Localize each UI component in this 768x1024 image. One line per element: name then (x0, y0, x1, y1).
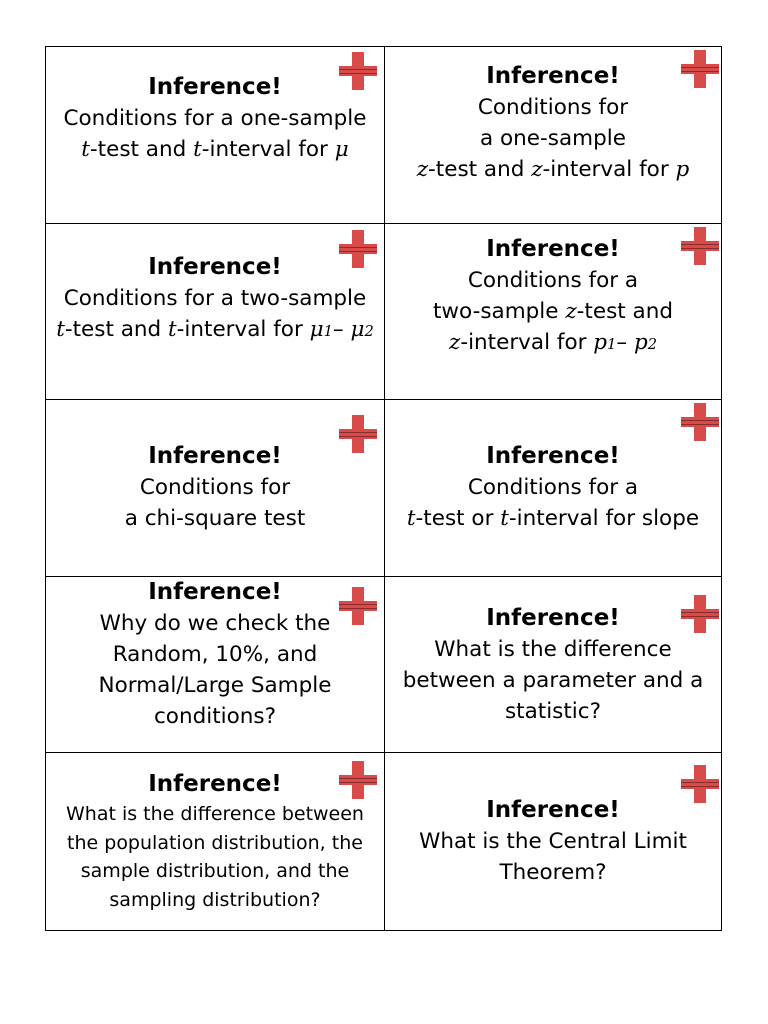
prompt-text: -test and (576, 299, 673, 325)
prompt-text: Conditions for a (467, 475, 639, 501)
flashcard-prompt-line (417, 123, 690, 154)
flashcard-prompt-line (66, 857, 364, 886)
flashcard-title: Inference! (486, 443, 620, 470)
red-cross-icon (681, 227, 719, 265)
flashcard-prompt-line (99, 670, 332, 701)
flashcard-prompt-line (66, 886, 364, 915)
prompt-text: Conditions for (477, 94, 629, 120)
prompt-text: -interval for (201, 137, 335, 163)
flashcard-prompt-line (56, 314, 374, 347)
flashcard-title: Inference! (486, 62, 620, 89)
prompt-text: Theorem? (499, 860, 607, 886)
prompt-text: -interval for (542, 156, 676, 182)
prompt-text: – (616, 330, 634, 356)
flashcard (46, 577, 385, 754)
flashcard-content (407, 441, 699, 534)
prompt-text: conditions? (153, 704, 276, 730)
flashcard-prompt-line (99, 639, 332, 670)
flashcard-prompt-line (125, 472, 306, 503)
prompt-text: sampling distribution? (109, 888, 321, 911)
flashcard-prompt-line (66, 800, 364, 829)
prompt-text: Random, 10%, and (112, 642, 318, 668)
math-symbol: t (81, 137, 90, 163)
flashcard-prompt-line (433, 265, 673, 296)
math-symbol: z (416, 156, 429, 182)
flashcard-title: Inference! (148, 253, 282, 280)
prompt-text: -interval for (460, 330, 594, 356)
prompt-text: a one-sample (480, 125, 626, 151)
prompt-text: Conditions for (139, 475, 291, 501)
prompt-text: sample distribution, and the (80, 860, 350, 883)
flashcard (385, 577, 721, 754)
flashcard-sheet (45, 46, 722, 931)
red-cross-icon (681, 50, 719, 88)
flashcard-prompt-line (403, 665, 704, 696)
math-symbol: t (168, 316, 177, 342)
flashcard-prompt-line (407, 472, 699, 503)
flashcard-title: Inference! (486, 797, 620, 824)
flashcard (46, 400, 385, 577)
flashcard-content (66, 769, 364, 914)
flashcard-prompt-line (64, 134, 367, 165)
flashcard-title: Inference! (486, 236, 620, 263)
math-symbol: t (193, 137, 202, 163)
red-cross-icon (681, 765, 719, 803)
math-subscript: 2 (647, 336, 657, 354)
flashcard-content (403, 603, 704, 727)
red-cross-icon (339, 230, 377, 268)
prompt-text: -test and (89, 137, 194, 163)
prompt-text: Why do we check the (99, 611, 331, 637)
math-symbol: μ (350, 316, 365, 342)
math-symbol: t (500, 506, 509, 532)
red-cross-icon (339, 415, 377, 453)
red-cross-icon (339, 52, 377, 90)
flashcard-title: Inference! (148, 74, 282, 101)
prompt-text: Conditions for a one-sample (63, 106, 367, 132)
flashcard-prompt-line (403, 696, 704, 727)
prompt-text: What is the difference (434, 636, 672, 662)
flashcard-prompt-line (407, 503, 699, 534)
flashcard-prompt-line (125, 503, 306, 534)
prompt-text: -test and (64, 316, 169, 342)
math-subscript: 1 (607, 336, 617, 354)
flashcard-prompt-line (56, 283, 374, 314)
prompt-text: – (332, 316, 351, 342)
prompt-text: a chi-square test (124, 506, 306, 532)
math-symbol: t (406, 506, 416, 532)
flashcard-content (64, 72, 367, 165)
flashcard-prompt-line (433, 327, 673, 360)
flashcard-prompt-line (99, 701, 332, 732)
flashcard-content (125, 441, 306, 534)
math-symbol: p (633, 330, 648, 356)
prompt-text: What is the Central Limit (419, 829, 687, 855)
math-symbol: p (675, 156, 690, 182)
flashcard-content (99, 577, 332, 732)
math-symbol: p (593, 330, 608, 356)
prompt-text: Conditions for a (467, 268, 639, 294)
flashcard-prompt-line (433, 296, 673, 327)
flashcard (385, 753, 721, 930)
prompt-text: -interval for slope (508, 506, 700, 532)
prompt-text: What is the difference between (66, 803, 364, 826)
flashcard-prompt-line (64, 103, 367, 134)
flashcard (46, 753, 385, 930)
red-cross-icon (339, 587, 377, 625)
prompt-text: -test or (415, 506, 501, 532)
prompt-text: -test and (428, 156, 532, 182)
flashcard-prompt-line (66, 829, 364, 858)
prompt-text: the population distribution, the (67, 831, 363, 854)
flashcard-content (417, 61, 690, 185)
flashcard-title: Inference! (148, 443, 282, 470)
flashcard (46, 224, 385, 401)
math-symbol: μ (334, 137, 349, 163)
flashcard-content (56, 252, 374, 347)
flashcard (385, 224, 721, 401)
math-symbol: t (56, 316, 65, 342)
flashcard-prompt-line (419, 826, 687, 857)
prompt-text: -interval for (176, 316, 310, 342)
red-cross-icon (681, 595, 719, 633)
flashcard-prompt-line (417, 154, 690, 185)
flashcard-title: Inference! (148, 579, 282, 606)
flashcard (385, 47, 721, 224)
math-symbol: μ (309, 316, 324, 342)
math-symbol: z (448, 330, 461, 356)
math-subscript: 1 (323, 322, 333, 340)
prompt-text: statistic? (504, 698, 602, 724)
red-cross-icon (681, 403, 719, 441)
flashcard-title: Inference! (148, 771, 282, 798)
flashcard-prompt-line (403, 634, 704, 665)
math-symbol: z (565, 299, 577, 325)
prompt-text: two-sample (433, 299, 566, 325)
flashcard-title: Inference! (486, 604, 620, 631)
flashcard-prompt-line (417, 92, 690, 123)
red-cross-icon (339, 761, 377, 799)
flashcard-content (433, 234, 673, 360)
prompt-text: between a parameter and a (402, 667, 704, 693)
flashcard-content (419, 795, 687, 888)
math-subscript: 2 (364, 322, 374, 340)
flashcard-prompt-line (99, 608, 332, 639)
flashcard-prompt-line (419, 857, 687, 888)
flashcard (385, 400, 721, 577)
math-symbol: z (531, 156, 543, 182)
prompt-text: Conditions for a two-sample (63, 285, 367, 311)
prompt-text: Normal/Large Sample (98, 673, 332, 699)
flashcard (46, 47, 385, 224)
